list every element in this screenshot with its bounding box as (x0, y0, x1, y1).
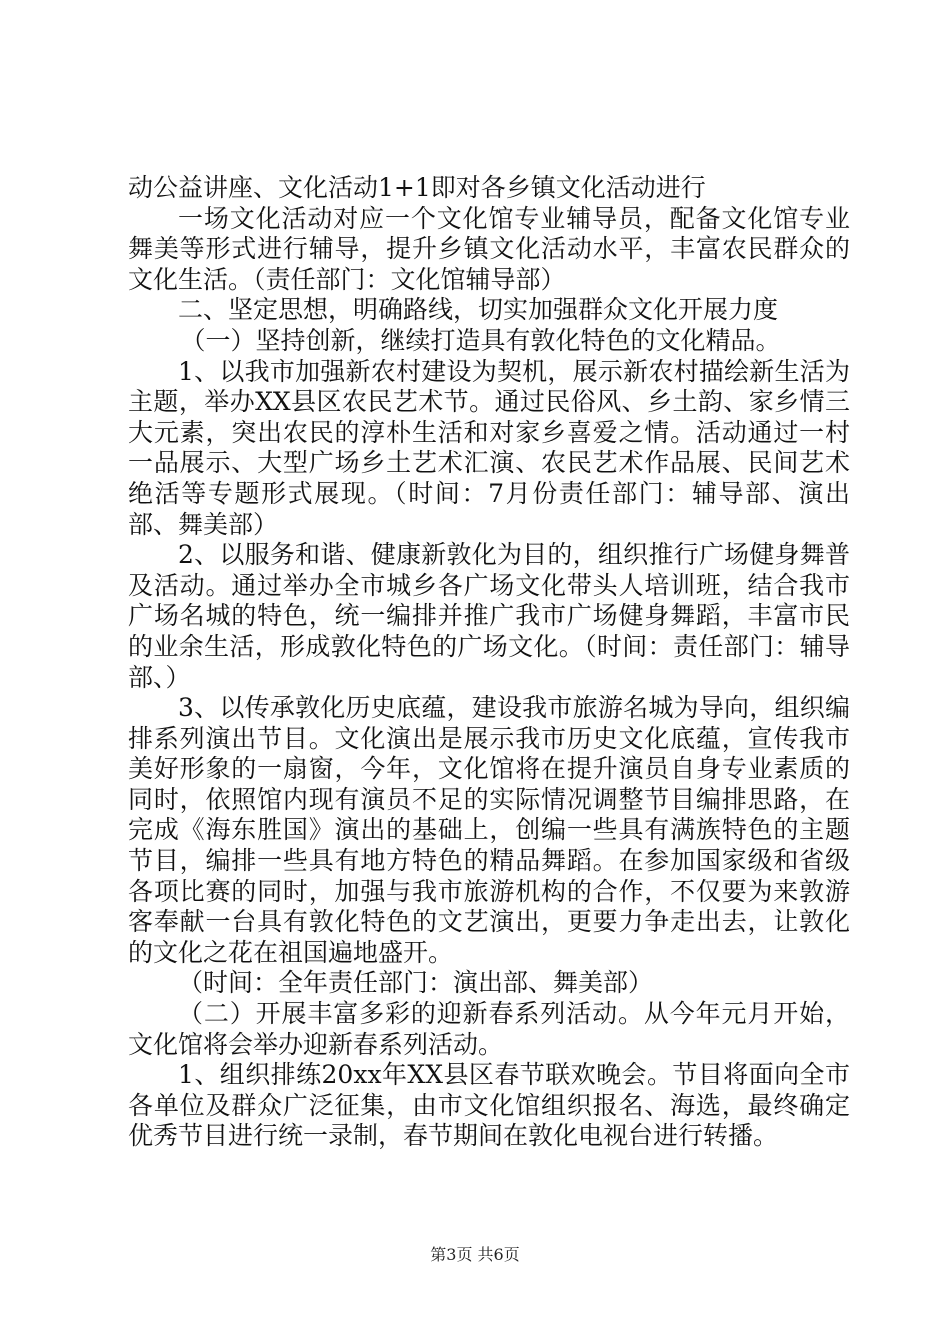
subsection-heading-2: （二）开展丰富多彩的迎新春系列活动。从今年元月开始，文化馆将会举办迎新春系列活动。 (128, 999, 850, 1059)
paragraph-item-4: 1、组织排练20xx年XX县区春节联欢晚会。节目将面向全市各单位及群众广泛征集，由市文化馆组织报名、海选，最终确定优秀节目进行统一录制，春节期间在敦化电视台进行转播。 (128, 1060, 850, 1151)
paragraph-item-3: 3、以传承敦化历史底蕴，建设我市旅游名城为导向，组织编排系列演出节目。文化演出是展示我市历史文化底蕴，宣传我市美好形象的一扇窗，今年，文化馆将在提升演员自身专业素质的同时，依照馆内现有演员不足的实际情况调整节目编排思路，在完成《海东胜国》演出的基础上，创编一些具有满族特色的主题节目，编排一些具有地方特色的精品舞蹈。在参加国家级和省级各项比赛的同时，加强与我市旅游机构的合作，不仅要为来敦游客奉献一台具有敦化特色的文艺演出，更要力争走出去，让敦化的文化之花在祖国遍地盛开。 (128, 693, 850, 967)
paragraph-item-1: 1、以我市加强新农村建设为契机，展示新农村描绘新生活为主题，举办XX县区农民艺术节。通过民俗风、乡土韵、家乡情三大元素，突出农民的淳朴生活和对家乡喜爱之情。活动通过一村一品展示、大型广场乡土艺术汇演、农民艺术作品展、民间艺术绝活等专题形式展现。（时间：7月份责任部门：辅导部、演出部、舞美部） (128, 356, 850, 539)
page-footer: 第3页 共6页 (430, 1245, 520, 1264)
paragraph-time-note: （时间：全年责任部门：演出部、舞美部） (178, 968, 654, 998)
paragraph-continuation: 动公益讲座、文化活动1+1即对各乡镇文化活动进行 (128, 173, 706, 202)
section-heading-2: 二、坚定思想，明确路线，切实加强群众文化开展力度 (178, 295, 779, 325)
subsection-heading-1: （一）坚持创新，继续打造具有敦化特色的文化精品。 (180, 325, 781, 355)
document-body (128, 173, 850, 1152)
paragraph-item-2: 2、以服务和谐、健康新敦化为目的，组织推行广场健身舞普及活动。通过举办全市城乡各广场文化带头人培训班，结合我市广场名城的特色，统一编排并推广我市广场健身舞蹈，丰富市民的业余生活，形成敦化特色的广场文化。（时间：责任部门：辅导部、） (128, 540, 850, 692)
paragraph-guidance: 一场文化活动对应一个文化馆专业辅导员，配备文化馆专业舞美等形式进行辅导，提升乡镇文化活动水平，丰富农民群众的文化生活。（责任部门：文化馆辅导部） (128, 203, 850, 294)
